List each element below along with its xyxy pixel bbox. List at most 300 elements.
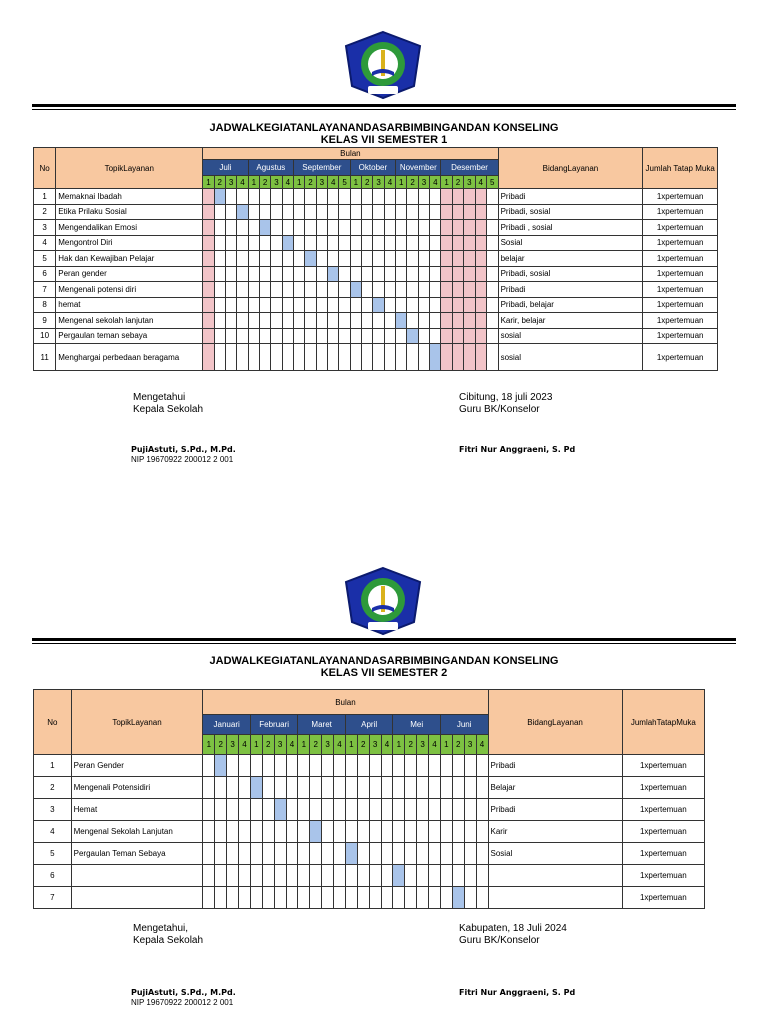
week-cell [339, 204, 350, 220]
week-cell [322, 887, 334, 909]
table-row [34, 755, 705, 777]
week-cell [407, 220, 418, 236]
week-cell [316, 282, 327, 298]
scheduled-week-cell [396, 313, 407, 329]
principal-name: PujiAstuti, S.Pd., M.Pd. [131, 445, 236, 454]
row-jumlah: 1xpertemuan [643, 282, 718, 298]
row-jumlah: 1xpertemuan [622, 755, 704, 777]
week-cell [440, 843, 452, 865]
table-row [34, 777, 705, 799]
week-cell [396, 282, 407, 298]
week-number: 1 [203, 176, 214, 189]
week-cell [440, 865, 452, 887]
week-number: 2 [452, 735, 464, 755]
header-no: No [34, 690, 72, 755]
week-number: 4 [286, 735, 298, 755]
schedule-title-1: JADWALKEGIATANLAYANANDASARBIMBINGANDAN KONSELING [209, 122, 559, 134]
week-cell [369, 821, 381, 843]
week-cell [417, 887, 429, 909]
row-jumlah: 1xpertemuan [643, 220, 718, 236]
row-topic: Mengenali potensi diri [56, 282, 203, 298]
row-number: 7 [34, 887, 72, 909]
week-cell [305, 204, 316, 220]
scheduled-week-cell [215, 755, 227, 777]
week-cell [286, 777, 298, 799]
week-cell [305, 220, 316, 236]
week-cell [373, 251, 384, 267]
header-no: No [34, 148, 56, 189]
week-cell [259, 251, 270, 267]
sign-right-role-2: Guru BK/Konselor [459, 935, 540, 946]
week-cell [225, 344, 236, 371]
week-cell [369, 755, 381, 777]
week-cell [486, 344, 498, 371]
week-cell [429, 843, 441, 865]
month-header: Oktober [350, 160, 395, 176]
week-cell [214, 204, 225, 220]
week-cell [316, 251, 327, 267]
row-bidang: Pribadi, belajar [498, 297, 643, 313]
week-cell [417, 755, 429, 777]
week-cell [203, 777, 215, 799]
week-cell [418, 328, 429, 344]
week-cell [225, 235, 236, 251]
week-cell [274, 887, 286, 909]
week-cell [476, 821, 488, 843]
week-cell [305, 297, 316, 313]
table-row [34, 843, 705, 865]
week-cell [328, 189, 339, 205]
week-cell [250, 887, 262, 909]
week-cell [486, 266, 498, 282]
week-cell [305, 328, 316, 344]
week-cell [350, 251, 361, 267]
week-cell [282, 328, 293, 344]
month-header: September [294, 160, 351, 176]
week-cell [214, 297, 225, 313]
week-number: 2 [262, 735, 274, 755]
week-number: 2 [407, 176, 418, 189]
week-cell [417, 821, 429, 843]
week-cell [430, 220, 441, 236]
week-cell [362, 189, 373, 205]
week-cell [464, 204, 475, 220]
week-cell [429, 777, 441, 799]
week-cell [215, 821, 227, 843]
month-header: Februari [250, 715, 298, 735]
week-cell [214, 313, 225, 329]
week-cell [203, 843, 215, 865]
week-cell [452, 204, 463, 220]
week-number: 3 [225, 176, 236, 189]
week-cell [417, 865, 429, 887]
table-row [34, 266, 718, 282]
sign-right-date: Cibitung, 18 juli 2023 [459, 392, 553, 403]
week-cell [475, 282, 486, 298]
week-cell [373, 220, 384, 236]
week-cell [271, 266, 282, 282]
row-number: 4 [34, 821, 72, 843]
week-cell [430, 297, 441, 313]
week-cell [475, 189, 486, 205]
row-bidang: Belajar [488, 777, 622, 799]
week-cell [239, 777, 251, 799]
week-number: 3 [316, 176, 327, 189]
week-number: 4 [475, 176, 486, 189]
week-cell [452, 282, 463, 298]
week-cell [322, 865, 334, 887]
week-cell [350, 204, 361, 220]
week-cell [271, 235, 282, 251]
week-cell [350, 344, 361, 371]
week-cell [405, 799, 417, 821]
week-cell [384, 189, 395, 205]
week-cell [464, 220, 475, 236]
week-cell [215, 843, 227, 865]
month-header: Maret [298, 715, 346, 735]
week-cell [417, 777, 429, 799]
week-cell [452, 777, 464, 799]
row-number: 10 [34, 328, 56, 344]
week-number: 4 [384, 176, 395, 189]
schedule-subtitle-1: KELAS VII SEMESTER 1 [320, 134, 448, 146]
week-cell [396, 344, 407, 371]
week-cell [384, 282, 395, 298]
week-cell [407, 235, 418, 251]
week-cell [393, 755, 405, 777]
table-row [34, 344, 718, 371]
week-cell [259, 282, 270, 298]
week-number: 3 [373, 176, 384, 189]
sign-right-date-2: Kabupaten, 18 Juli 2024 [459, 923, 567, 934]
week-cell [316, 344, 327, 371]
week-cell [464, 328, 475, 344]
week-cell [452, 799, 464, 821]
week-number: 3 [464, 176, 475, 189]
week-cell [271, 251, 282, 267]
row-bidang: sosial [498, 328, 643, 344]
week-cell [248, 282, 259, 298]
row-bidang [488, 865, 622, 887]
week-cell [298, 755, 310, 777]
week-cell [294, 282, 305, 298]
week-cell [345, 887, 357, 909]
week-cell [339, 313, 350, 329]
week-cell [339, 220, 350, 236]
week-cell [452, 220, 463, 236]
week-cell [464, 189, 475, 205]
week-cell [237, 297, 248, 313]
week-cell [298, 799, 310, 821]
week-cell [282, 297, 293, 313]
week-cell [362, 344, 373, 371]
row-number: 2 [34, 777, 72, 799]
week-cell [286, 865, 298, 887]
week-cell [316, 204, 327, 220]
week-cell [227, 865, 239, 887]
week-cell [237, 266, 248, 282]
week-cell [350, 297, 361, 313]
week-cell [441, 235, 452, 251]
row-bidang: Pribadi [488, 799, 622, 821]
week-cell [476, 843, 488, 865]
week-cell [339, 344, 350, 371]
week-cell [215, 865, 227, 887]
row-topic: Mengenal sekolah lanjutan [56, 313, 203, 329]
week-cell [373, 344, 384, 371]
week-number: 4 [476, 735, 488, 755]
row-topic: Etika Prilaku Sosial [56, 204, 203, 220]
week-number: 4 [237, 176, 248, 189]
week-cell [294, 266, 305, 282]
row-bidang: Pribadi, sosial [498, 204, 643, 220]
week-cell [464, 251, 475, 267]
week-cell [282, 189, 293, 205]
week-cell [441, 251, 452, 267]
week-cell [274, 755, 286, 777]
week-cell [373, 266, 384, 282]
row-number: 3 [34, 220, 56, 236]
week-cell [305, 235, 316, 251]
row-bidang: Sosial [488, 843, 622, 865]
week-cell [203, 313, 214, 329]
week-cell [384, 235, 395, 251]
week-cell [250, 799, 262, 821]
week-number: 2 [215, 735, 227, 755]
week-cell [452, 344, 463, 371]
week-cell [271, 220, 282, 236]
week-number: 4 [381, 735, 393, 755]
scheduled-week-cell [430, 344, 441, 371]
week-cell [418, 297, 429, 313]
row-jumlah: 1xpertemuan [643, 344, 718, 371]
week-cell [248, 235, 259, 251]
week-cell [248, 344, 259, 371]
week-cell [259, 313, 270, 329]
week-number: 3 [464, 735, 476, 755]
week-cell [282, 204, 293, 220]
week-cell [396, 220, 407, 236]
week-cell [282, 251, 293, 267]
week-cell [486, 297, 498, 313]
week-number: 1 [298, 735, 310, 755]
week-cell [381, 799, 393, 821]
week-cell [407, 282, 418, 298]
row-bidang: Pribadi [498, 282, 643, 298]
week-cell [418, 235, 429, 251]
table-row [34, 189, 718, 205]
week-cell [294, 344, 305, 371]
week-cell [328, 282, 339, 298]
week-cell [418, 266, 429, 282]
week-cell [345, 755, 357, 777]
week-cell [381, 843, 393, 865]
scheduled-week-cell [214, 189, 225, 205]
week-cell [316, 313, 327, 329]
week-cell [362, 251, 373, 267]
row-number: 4 [34, 235, 56, 251]
week-cell [464, 865, 476, 887]
header-topik: TopikLayanan [56, 148, 203, 189]
week-cell [430, 189, 441, 205]
week-cell [250, 843, 262, 865]
header-rule-1 [32, 104, 736, 110]
week-cell [475, 235, 486, 251]
week-cell [381, 821, 393, 843]
week-cell [464, 235, 475, 251]
scheduled-week-cell [237, 204, 248, 220]
week-number: 1 [441, 176, 452, 189]
week-number: 4 [282, 176, 293, 189]
month-header: November [396, 160, 441, 176]
schedule-subtitle-2: KELAS VII SEMESTER 2 [320, 667, 448, 679]
week-number: 4 [429, 735, 441, 755]
week-cell [452, 266, 463, 282]
week-number: 3 [418, 176, 429, 189]
row-topic: Mengendalikan Emosi [56, 220, 203, 236]
week-cell [339, 235, 350, 251]
row-topic: Peran gender [56, 266, 203, 282]
row-number: 11 [34, 344, 56, 371]
week-cell [214, 328, 225, 344]
week-cell [418, 313, 429, 329]
week-cell [298, 887, 310, 909]
week-cell [334, 821, 346, 843]
week-cell [464, 777, 476, 799]
week-cell [345, 799, 357, 821]
week-cell [294, 220, 305, 236]
week-cell [294, 204, 305, 220]
week-cell [262, 799, 274, 821]
week-cell [464, 297, 475, 313]
week-number: 2 [362, 176, 373, 189]
week-cell [440, 777, 452, 799]
week-cell [464, 843, 476, 865]
schedule-title-2: JADWALKEGIATANLAYANANDASARBIMBINGANDAN KONSELING [209, 655, 559, 667]
week-cell [350, 189, 361, 205]
week-cell [250, 865, 262, 887]
week-cell [475, 344, 486, 371]
week-cell [248, 297, 259, 313]
week-number: 1 [440, 735, 452, 755]
week-cell [384, 266, 395, 282]
week-cell [294, 189, 305, 205]
week-cell [271, 297, 282, 313]
week-number: 1 [250, 735, 262, 755]
week-cell [476, 887, 488, 909]
week-cell [322, 799, 334, 821]
week-cell [225, 282, 236, 298]
week-cell [350, 220, 361, 236]
week-cell [271, 328, 282, 344]
table-row [34, 204, 718, 220]
row-jumlah: 1xpertemuan [643, 313, 718, 329]
week-cell [339, 282, 350, 298]
week-cell [475, 204, 486, 220]
week-cell [259, 328, 270, 344]
week-cell [298, 865, 310, 887]
principal-name-2: PujiAstuti, S.Pd., M.Pd. [131, 988, 236, 997]
month-header: April [345, 715, 393, 735]
week-cell [464, 799, 476, 821]
week-cell [357, 799, 369, 821]
table-row [34, 251, 718, 267]
schedule-table-semester-2 [33, 689, 705, 909]
week-cell [227, 777, 239, 799]
week-cell [298, 777, 310, 799]
week-cell [373, 204, 384, 220]
row-topic: Peran Gender [71, 755, 203, 777]
week-cell [430, 282, 441, 298]
week-cell [464, 887, 476, 909]
row-bidang: Pribadi, sosial [498, 266, 643, 282]
header-bidang: BidangLayanan [498, 148, 643, 189]
week-cell [475, 297, 486, 313]
week-cell [214, 282, 225, 298]
week-cell [305, 313, 316, 329]
week-number: 3 [274, 735, 286, 755]
week-cell [407, 313, 418, 329]
week-cell [396, 204, 407, 220]
week-cell [350, 266, 361, 282]
week-cell [486, 204, 498, 220]
row-number: 5 [34, 843, 72, 865]
week-number: 2 [452, 176, 463, 189]
week-cell [294, 328, 305, 344]
week-cell [203, 328, 214, 344]
school-logo-1 [342, 30, 424, 100]
week-cell [357, 887, 369, 909]
row-jumlah: 1xpertemuan [622, 887, 704, 909]
week-number: 2 [259, 176, 270, 189]
scheduled-week-cell [452, 887, 464, 909]
week-cell [441, 297, 452, 313]
week-cell [237, 328, 248, 344]
header-rule-2 [32, 638, 736, 644]
row-topic: Hemat [71, 799, 203, 821]
row-bidang: Pribadi , sosial [498, 220, 643, 236]
week-cell [262, 887, 274, 909]
header-jumlah: JumlahTatapMuka [622, 690, 704, 755]
week-number: 1 [248, 176, 259, 189]
week-cell [227, 799, 239, 821]
week-cell [262, 777, 274, 799]
week-cell [452, 865, 464, 887]
row-jumlah: 1xpertemuan [622, 821, 704, 843]
week-cell [486, 328, 498, 344]
week-cell [486, 189, 498, 205]
week-cell [239, 799, 251, 821]
week-cell [328, 297, 339, 313]
week-cell [381, 865, 393, 887]
week-cell [203, 799, 215, 821]
week-cell [248, 266, 259, 282]
week-cell [418, 251, 429, 267]
week-number: 1 [294, 176, 305, 189]
month-header: Januari [203, 715, 251, 735]
row-jumlah: 1xpertemuan [643, 266, 718, 282]
week-cell [362, 313, 373, 329]
row-topic: Pergaulan Teman Sebaya [71, 843, 203, 865]
week-cell [430, 251, 441, 267]
sign-left-role: Kepala Sekolah [133, 404, 204, 415]
row-topic: Memaknai Ibadah [56, 189, 203, 205]
week-cell [486, 220, 498, 236]
week-cell [305, 189, 316, 205]
week-cell [305, 282, 316, 298]
week-cell [475, 220, 486, 236]
week-cell [464, 282, 475, 298]
